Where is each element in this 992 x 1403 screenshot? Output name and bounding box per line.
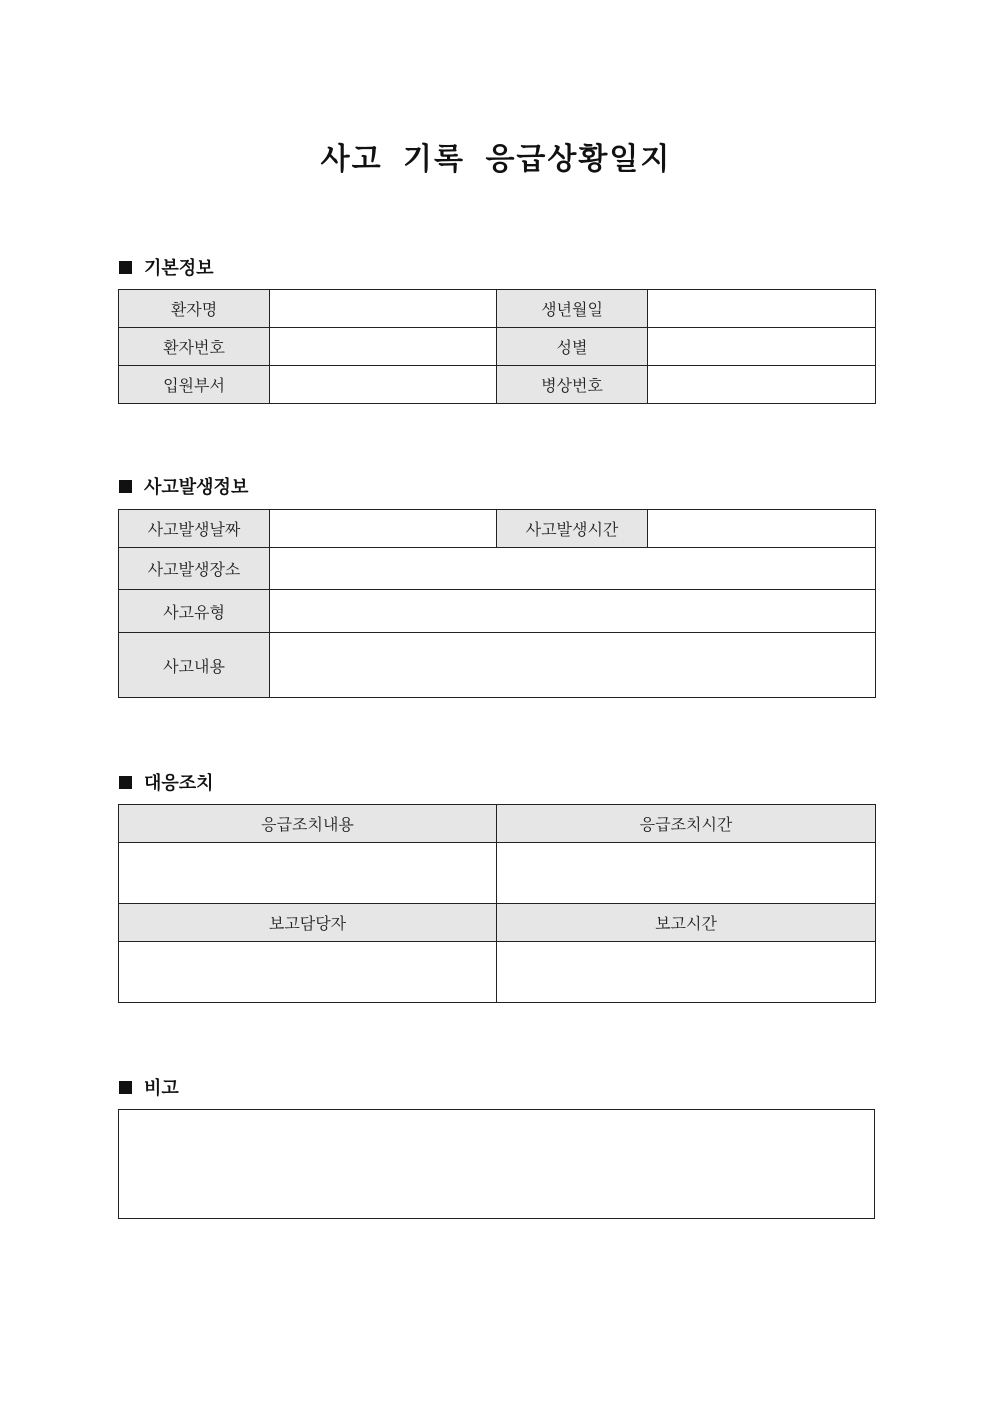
bed-number-label: 병상번호 xyxy=(497,366,648,404)
incident-date-label: 사고발생날짜 xyxy=(119,510,270,548)
incident-place-label: 사고발생장소 xyxy=(119,548,270,590)
patient-name-field[interactable] xyxy=(270,290,497,328)
incident-time-field[interactable] xyxy=(648,510,876,548)
section-incident-title: 사고발생정보 xyxy=(144,477,249,498)
remarks-field[interactable] xyxy=(118,1109,875,1219)
reporter-field[interactable] xyxy=(119,942,497,1003)
incident-info-table xyxy=(118,509,876,698)
incident-content-label: 사고내용 xyxy=(119,633,270,698)
gender-field[interactable] xyxy=(648,328,876,366)
response-table xyxy=(118,804,876,1003)
patient-name-label: 환자명 xyxy=(119,290,270,328)
table-row xyxy=(119,366,876,404)
basic-info-table xyxy=(118,289,876,404)
incident-time-label: 사고발생시간 xyxy=(497,510,648,548)
report-time-field[interactable] xyxy=(497,942,876,1003)
section-incident-heading xyxy=(119,473,248,499)
section-response-heading xyxy=(119,769,214,795)
incident-place-field[interactable] xyxy=(270,548,876,590)
patient-number-label: 환자번호 xyxy=(119,328,270,366)
incident-date-field[interactable] xyxy=(270,510,497,548)
department-field[interactable] xyxy=(270,366,497,404)
bed-number-field[interactable] xyxy=(648,366,876,404)
reporter-label: 보고담당자 xyxy=(119,904,497,942)
section-basic-title: 기본정보 xyxy=(144,258,214,279)
patient-number-field[interactable] xyxy=(270,328,497,366)
table-row xyxy=(119,328,876,366)
table-row xyxy=(119,805,876,843)
table-row xyxy=(119,633,876,698)
section-response-title: 대응조치 xyxy=(144,773,214,794)
incident-type-field[interactable] xyxy=(270,590,876,633)
section-remarks-title: 비고 xyxy=(144,1078,179,1099)
birth-date-field[interactable] xyxy=(648,290,876,328)
section-basic-heading xyxy=(119,254,214,280)
square-bullet-icon xyxy=(119,261,132,274)
birth-date-label: 생년월일 xyxy=(497,290,648,328)
incident-type-label: 사고유형 xyxy=(119,590,270,633)
table-row xyxy=(119,510,876,548)
section-remarks-heading xyxy=(119,1074,179,1100)
department-label: 입원부서 xyxy=(119,366,270,404)
first-aid-time-field[interactable] xyxy=(497,843,876,904)
first-aid-content-field[interactable] xyxy=(119,843,497,904)
table-row xyxy=(119,904,876,942)
document-title: 사고 기록 응급상황일지 xyxy=(320,142,672,177)
square-bullet-icon xyxy=(119,776,132,789)
square-bullet-icon xyxy=(119,1081,132,1094)
table-row xyxy=(119,290,876,328)
square-bullet-icon xyxy=(119,480,132,493)
first-aid-content-label: 응급조치내용 xyxy=(119,805,497,843)
table-row xyxy=(119,548,876,590)
table-row xyxy=(119,843,876,904)
gender-label: 성별 xyxy=(497,328,648,366)
report-time-label: 보고시간 xyxy=(497,904,876,942)
incident-content-field[interactable] xyxy=(270,633,876,698)
table-row xyxy=(119,942,876,1003)
table-row xyxy=(119,590,876,633)
first-aid-time-label: 응급조치시간 xyxy=(497,805,876,843)
